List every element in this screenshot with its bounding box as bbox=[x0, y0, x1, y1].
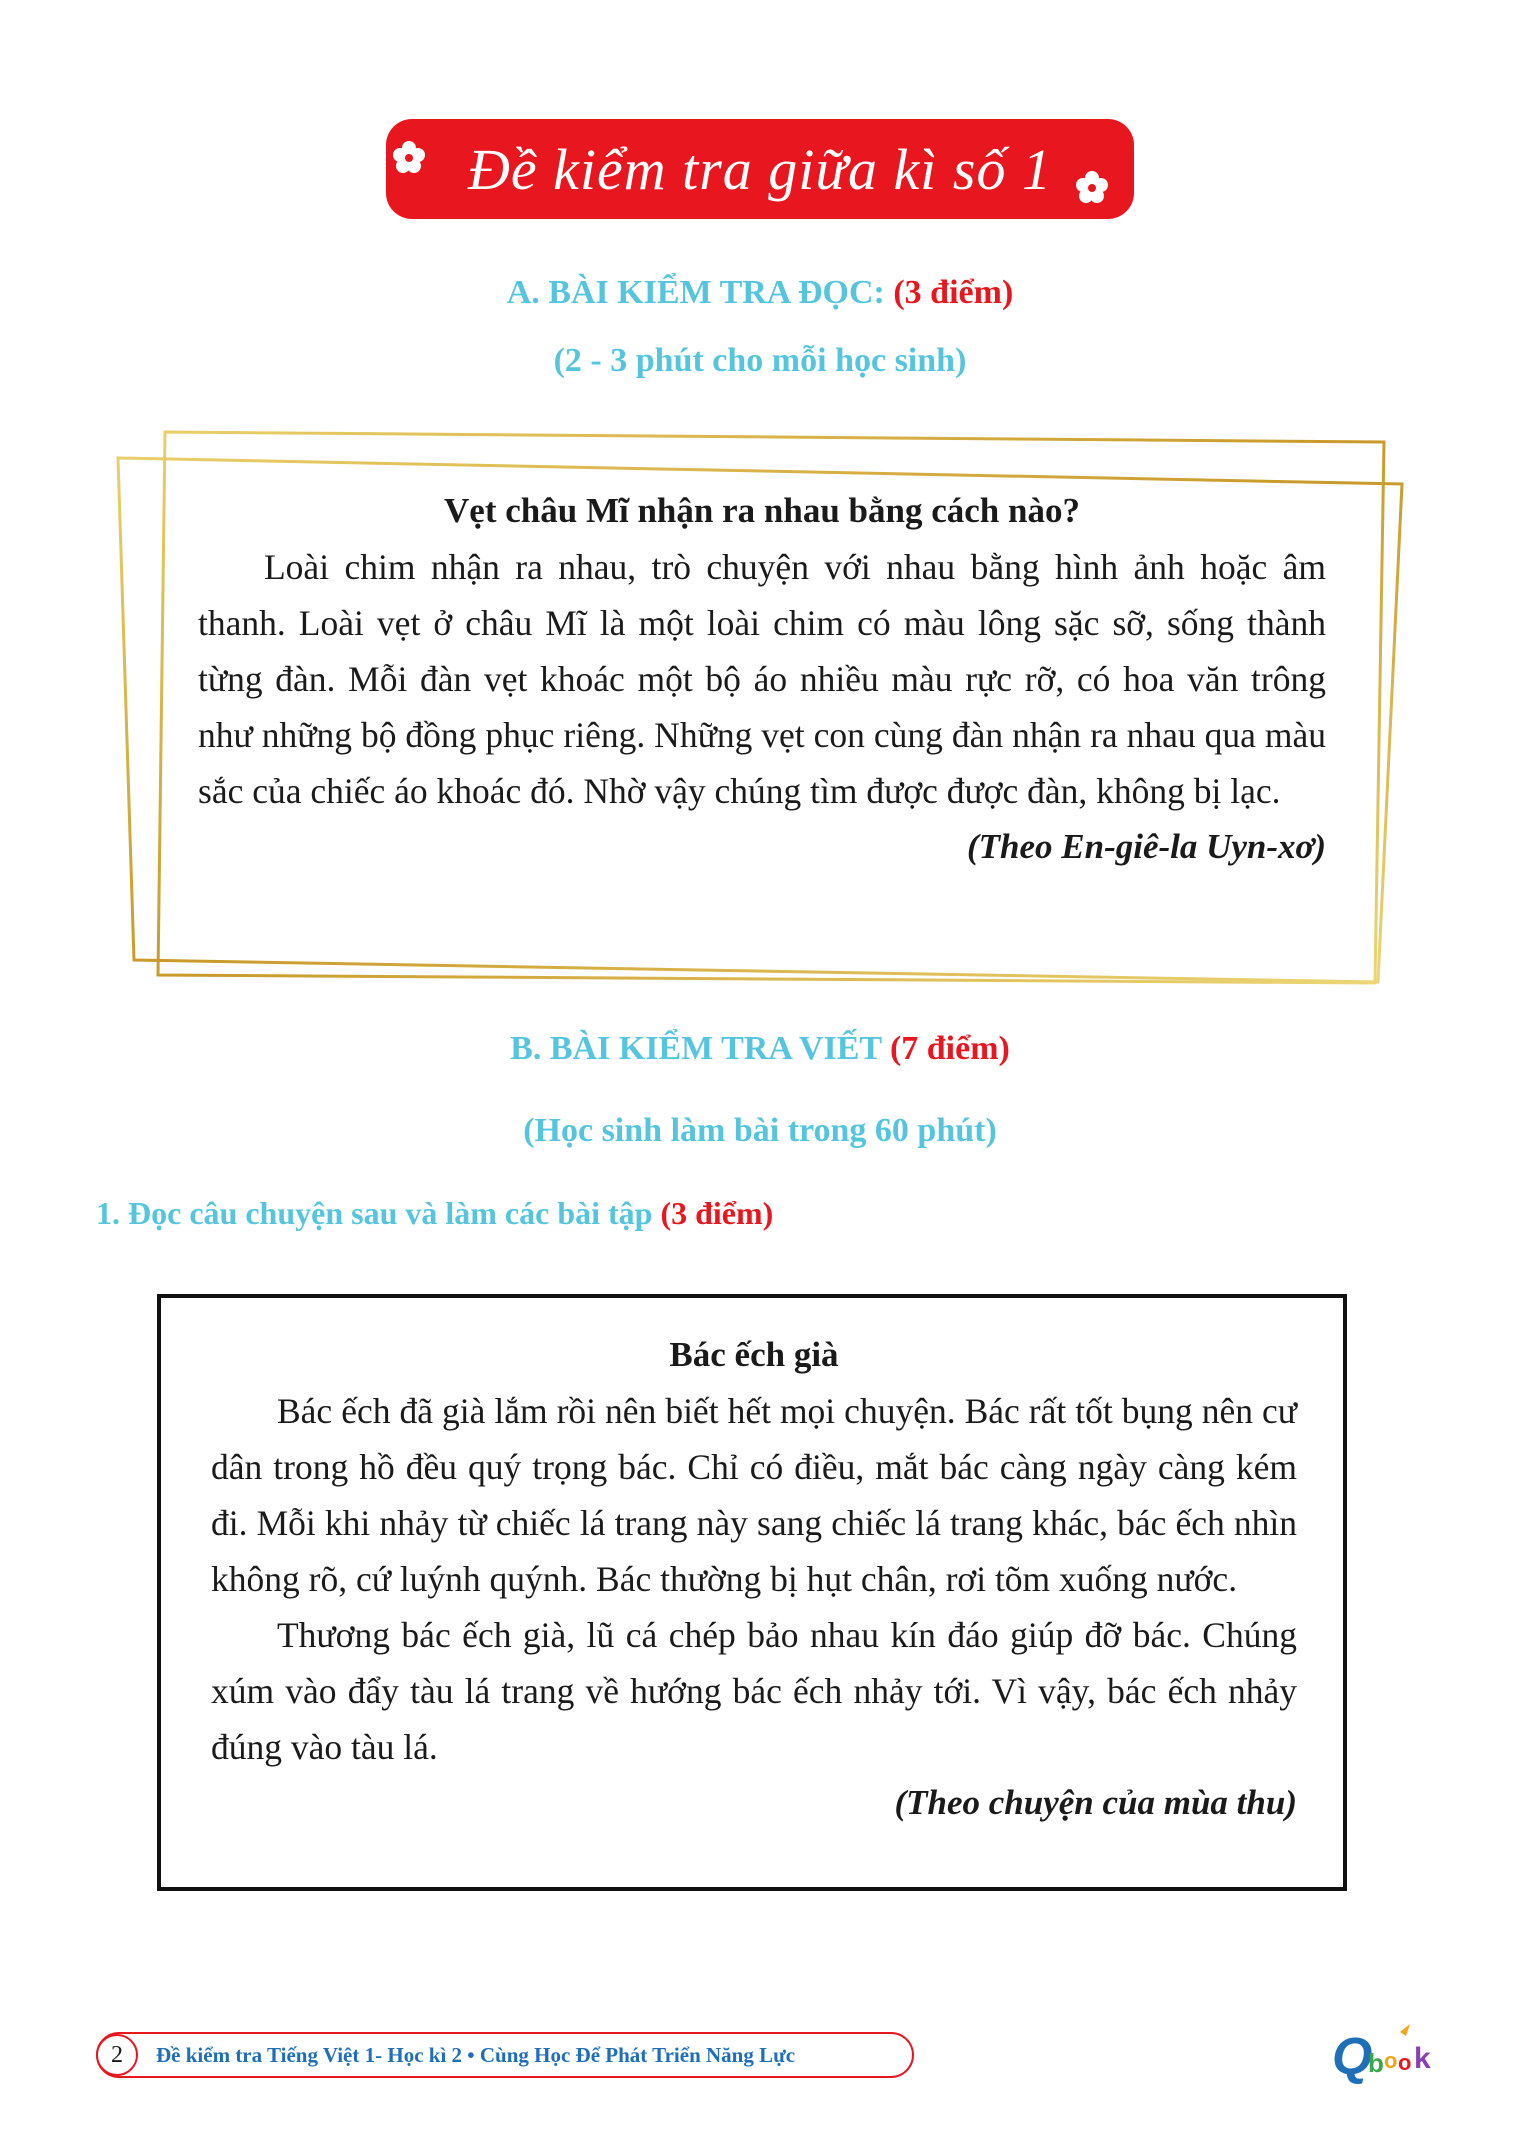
section-b-time-note: (Học sinh làm bài trong 60 phút) bbox=[523, 1112, 997, 1149]
passage-body: Loài chim nhận ra nhau, trò chuyện với nhau bằng hình ảnh hoặc âm thanh. Loài vẹt ở châu Mĩ là một loài chim có màu lông sặc sỡ, sống thành từng đàn. Mỗi đàn vẹt khoác một bộ áo nhiều màu rực rỡ, có hoa văn trông như những bộ đồng phục riêng. Những vẹt con cùng đàn nhận ra nhau qua màu sắc của chiếc áo khoác đó. Nhờ vậy chúng tìm được được đàn, không bị lạc. bbox=[198, 547, 1326, 811]
passage-title: Vẹt châu Mĩ nhận ra nhau bằng cách nào? bbox=[444, 491, 1080, 530]
section-a-points: (3 điểm) bbox=[893, 274, 1014, 311]
page-title: Đề kiểm tra giữa kì số 1 bbox=[468, 136, 1052, 202]
section-b-points: (7 điểm) bbox=[889, 1030, 1010, 1067]
task-1-points: (3 điểm) bbox=[660, 1195, 774, 1231]
qbook-logo bbox=[1330, 2018, 1442, 2090]
task-1 bbox=[96, 1195, 773, 1232]
story-source: (Theo chuyện của mùa thu) bbox=[894, 1783, 1297, 1822]
section-b-title: B. BÀI KIỂM TRA VIẾT bbox=[510, 1030, 882, 1067]
reading-passage bbox=[198, 483, 1326, 875]
story-passage bbox=[211, 1327, 1297, 1831]
svg-text:Q: Q bbox=[1332, 2028, 1373, 2086]
svg-text:o: o bbox=[1398, 2050, 1412, 2075]
story-paragraph-2: Thương bác ếch già, lũ cá chép bảo nhau kín đáo giúp đỡ bác. Chúng xúm vào đẩy tàu lá trang về hướng bác ếch nhảy tới. Vì vậy, bác ếch nhảy đúng vào tàu lá. bbox=[211, 1615, 1297, 1767]
page-number: 2 bbox=[96, 2034, 138, 2076]
svg-text:k: k bbox=[1414, 2042, 1431, 2075]
section-b-heading bbox=[0, 1030, 1520, 1068]
section-a-title: A. BÀI KIỂM TRA ĐỌC: bbox=[506, 274, 885, 311]
passage-source: (Theo En-giê-la Uyn-xơ) bbox=[966, 827, 1326, 866]
task-1-label: 1. Đọc câu chuyện sau và làm các bài tập bbox=[96, 1195, 653, 1231]
story-paragraph-1: Bác ếch đã già lắm rồi nên biết hết mọi chuyện. Bác rất tốt bụng nên cư dân trong hồ đều quý trọng bác. Chỉ có điều, mắt bác càng ngày càng kém đi. Mỗi khi nhảy từ chiếc lá trang này sang chiếc lá trang khác, bác ếch nhìn không rõ, cứ luýnh quýnh. Bác thường bị hụt chân, rơi tõm xuống nước. bbox=[211, 1391, 1297, 1599]
svg-text:o: o bbox=[1384, 2048, 1398, 2073]
footer-text: Đề kiểm tra Tiếng Việt 1- Học kì 2 • Cùng Học Để Phát Triển Năng Lực bbox=[156, 2042, 796, 2067]
svg-text:b: b bbox=[1368, 2048, 1384, 2078]
story-title: Bác ếch già bbox=[669, 1335, 839, 1374]
section-a-time-note: (2 - 3 phút cho mỗi học sinh) bbox=[553, 342, 967, 379]
footer-bar bbox=[96, 2032, 914, 2078]
